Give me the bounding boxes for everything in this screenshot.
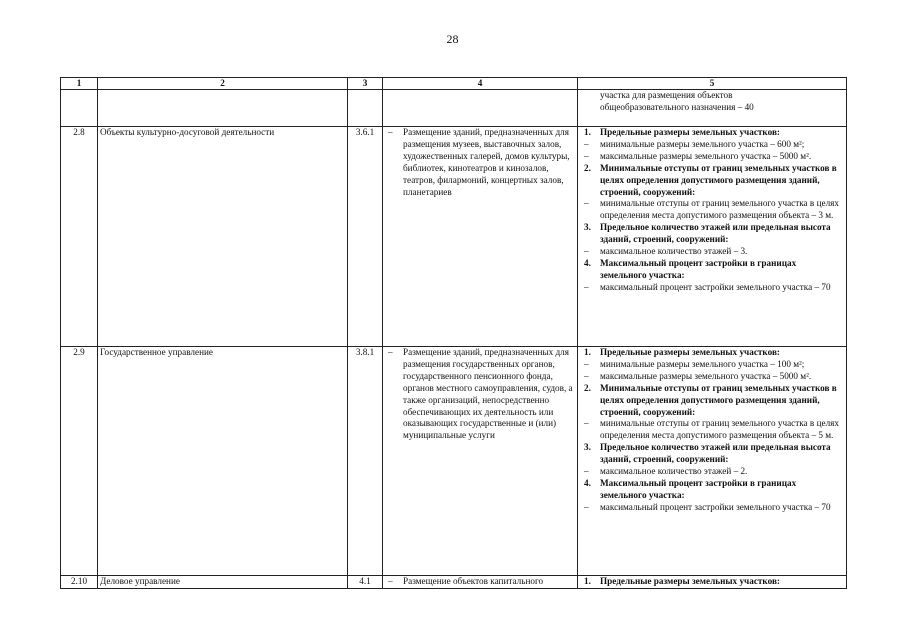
parameter-value: [584, 466, 842, 478]
parameter-value: [584, 246, 842, 258]
header-cell: 1: [61, 78, 98, 90]
parameter-value: [584, 371, 842, 383]
description-text: Размещение зданий, предназначенных для размещения музеев, выставочных залов, художественных галерей, домов культуры, библиотек, кинотеатров и кинозалов, театров, филармоний, концертных залов, планетариев: [403, 127, 570, 197]
use-code: 3.8.1: [348, 347, 383, 576]
parameter-heading: [584, 478, 842, 502]
value-text: минимальные размеры земельного участка – 100 м²;: [600, 358, 805, 369]
dash-marker: –: [584, 466, 589, 477]
heading-number: 4.: [584, 257, 591, 268]
parameter-heading: [584, 576, 842, 588]
use-type-name: Государственное управление: [98, 347, 348, 576]
header-cell: 4: [383, 78, 578, 90]
parameters-cell: [578, 576, 847, 589]
row-number: 2.10: [61, 576, 98, 589]
use-description: [383, 127, 578, 347]
parameter-value: [584, 282, 842, 294]
continuation-cell: [578, 90, 847, 127]
use-type-name: Объекты культурно-досуговой деятельности: [98, 127, 348, 347]
heading-text: Предельное количество этажей или предельная высота зданий, строений, сооружений:: [600, 442, 831, 465]
parameter-heading: [584, 222, 842, 246]
heading-number: 3.: [584, 222, 591, 233]
use-type-name: Деловое управление: [98, 576, 348, 589]
table-row: [61, 127, 847, 347]
parameter-value: [584, 198, 842, 222]
parameters-cell: [578, 127, 847, 347]
value-text: максимальный процент застройки земельного участка – 70: [600, 501, 831, 512]
value-text: максимальное количество этажей – 3.: [600, 246, 748, 257]
value-text: максимальное количество этажей – 2.: [600, 466, 748, 477]
value-text: минимальные отступы от границ земельного участка в целях определения места допустимого размещения объекта – 5 м.: [600, 418, 839, 441]
heading-text: Максимальный процент застройки в границах земельного участка:: [600, 477, 797, 500]
heading-text: Минимальные отступы от границ земельных участков в целях определения допустимого размещения зданий, строений, сооружений:: [600, 382, 837, 417]
continuation-line: участка для размещения объектов: [600, 90, 733, 100]
parameters-cell: [578, 347, 847, 576]
row-number: 2.9: [61, 347, 98, 576]
description-text: Размещение зданий, предназначенных для размещения государственных органов, государственного пенсионного фонда, органов местного самоуправления, судов, а также организаций, непосредственно обеспечивающих их деятельность или оказывающих государственные и (или) муниципальные услуги: [403, 347, 573, 441]
heading-text: Минимальные отступы от границ земельных участков в целях определения допустимого размещения зданий, строений, сооружений:: [600, 162, 837, 197]
regulations-table: [60, 77, 847, 589]
parameter-heading: [584, 442, 842, 466]
continuation-line: общеобразовательного назначения – 40: [600, 101, 754, 112]
table-row: [61, 347, 847, 576]
dash-marker: –: [584, 370, 589, 381]
parameter-heading: [584, 347, 842, 359]
dash-marker: –: [584, 418, 589, 429]
parameter-value: [584, 139, 842, 151]
heading-text: Предельные размеры земельных участков:: [600, 576, 780, 586]
parameter-heading: [584, 127, 842, 139]
heading-text: Предельные размеры земельных участков:: [600, 127, 780, 137]
use-code: 3.6.1: [348, 127, 383, 347]
value-text: минимальные отступы от границ земельного участка в целях определения места допустимого размещения объекта – 3 м.: [600, 198, 839, 221]
header-cell: 5: [578, 78, 847, 90]
header-cell: 3: [348, 78, 383, 90]
parameter-value: [584, 502, 842, 514]
dash-marker: –: [388, 127, 393, 137]
heading-text: Предельные размеры земельных участков:: [600, 347, 780, 357]
heading-number: 3.: [584, 442, 591, 453]
value-text: максимальный процент застройки земельного участка – 70: [600, 281, 831, 292]
heading-text: Максимальный процент застройки в границах земельного участка:: [600, 257, 797, 280]
dash-marker: –: [584, 150, 589, 161]
dash-marker: –: [584, 281, 589, 292]
heading-number: 1.: [584, 576, 591, 586]
value-text: максимальные размеры земельного участка – 5000 м².: [600, 150, 812, 161]
heading-number: 2.: [584, 162, 591, 173]
header-cell: 2: [98, 78, 348, 90]
heading-text: Предельное количество этажей или предельная высота зданий, строений, сооружений:: [600, 222, 831, 245]
value-text: максимальные размеры земельного участка – 5000 м².: [600, 370, 812, 381]
page-number: 28: [446, 32, 459, 46]
parameter-value: [584, 418, 842, 442]
dash-marker: –: [388, 576, 393, 586]
value-text: минимальные размеры земельного участка – 600 м²;: [600, 138, 805, 149]
heading-number: 1.: [584, 347, 591, 357]
use-description: [383, 576, 578, 589]
parameter-value: [584, 359, 842, 371]
use-description: [383, 347, 578, 576]
header-row: [61, 78, 847, 90]
dash-marker: –: [584, 501, 589, 512]
heading-number: 1.: [584, 127, 591, 137]
parameter-heading: [584, 258, 842, 282]
dash-marker: –: [584, 198, 589, 209]
use-code: 4.1: [348, 576, 383, 589]
description-text: Размещение объектов капитального: [403, 576, 544, 586]
table-row-continuation: [61, 90, 847, 127]
heading-number: 4.: [584, 477, 591, 488]
table-row: [61, 576, 847, 589]
parameter-heading: [584, 383, 842, 419]
dash-marker: –: [584, 138, 589, 149]
dash-marker: –: [584, 246, 589, 257]
heading-number: 2.: [584, 382, 591, 393]
parameter-value: [584, 151, 842, 163]
dash-marker: –: [388, 347, 393, 357]
row-number: 2.8: [61, 127, 98, 347]
parameter-heading: [584, 163, 842, 199]
dash-marker: –: [584, 358, 589, 369]
